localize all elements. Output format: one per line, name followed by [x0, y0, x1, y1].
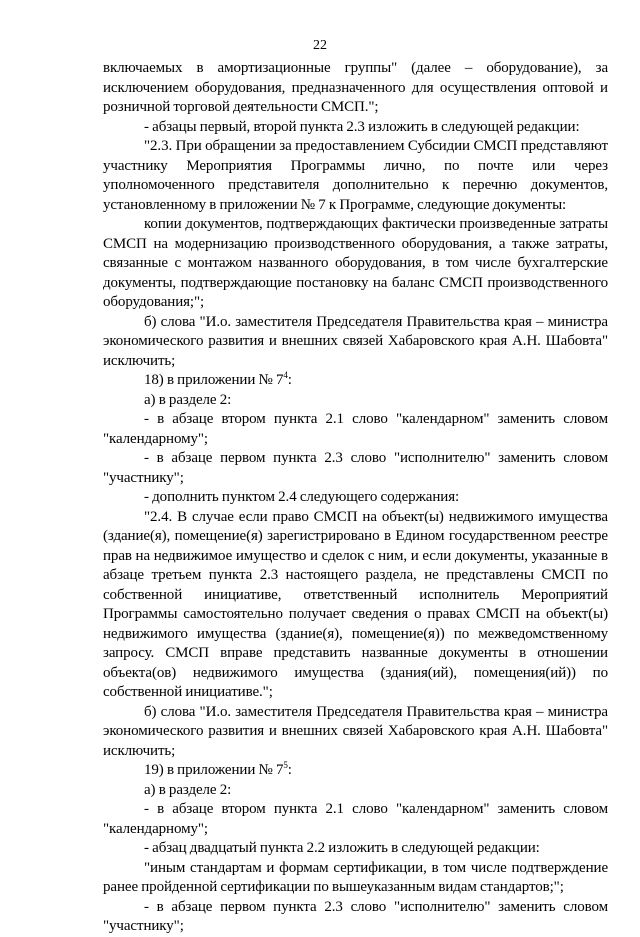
item-19-superscript: 5: [283, 760, 288, 770]
paragraph: б) слова "И.о. заместителя Председателя Правительства края – министра экономического развития и внешних связей Хабаровского края А.Н. Шабовта" исключить;: [103, 703, 608, 759]
document-body: [103, 59, 608, 937]
paragraph: - дополнить пунктом 2.4 следующего содержания:: [144, 489, 460, 505]
paragraph: б) слова "И.о. заместителя Председателя Правительства края – министра экономического развития и внешних связей Хабаровского края А.Н. Шабовта" исключить;: [103, 313, 608, 369]
paragraph: а) в разделе 2:: [144, 391, 232, 408]
paragraph: "иным стандартам и формам сертификации, в том числе подтверждение ранее пройденной сертификации по вышеуказанным видам стандартов;";: [103, 859, 608, 895]
item-18-text: 18) в приложении № 7: [144, 372, 284, 388]
page-number: 22: [313, 38, 327, 53]
paragraph-item-18: [103, 371, 608, 391]
paragraph-item-19: [103, 761, 608, 781]
paragraph: копии документов, подтверждающих фактически произведенные затраты СМСП на модернизацию производственного оборудования, а также затраты, связанные с монтажом названного оборудования, в том числе бухгалтерские документы, подтверждающие постановку на баланс СМСП производственного оборудования;";: [103, 216, 608, 310]
paragraph: а) в разделе 2:: [144, 781, 232, 798]
paragraph: - в абзаце втором пункта 2.1 слово "календарном" заменить словом "календарному";: [103, 411, 608, 447]
item-19-text: 19) в приложении № 7: [144, 762, 284, 778]
paragraph: - в абзаце втором пункта 2.1 слово "календарном" заменить словом "календарному";: [103, 801, 608, 837]
paragraph: - абзац двадцатый пункта 2.2 изложить в следующей редакции:: [144, 840, 540, 856]
paragraph: - абзацы первый, второй пункта 2.3 изложить в следующей редакции:: [144, 118, 580, 135]
item-19-colon: :: [287, 762, 292, 778]
item-18-superscript: 4: [283, 370, 288, 380]
paragraph-continuation: включаемых в амортизационные группы" (далее – оборудование), за исключением оборудования, предназначенного для осуществления оптовой и розничной торговой деятельности СМСП.";: [103, 60, 608, 115]
paragraph: - в абзаце первом пункта 2.3 слово "исполнителю" заменить словом "участнику";: [103, 898, 608, 934]
paragraph: "2.3. При обращении за предоставлением Субсидии СМСП представляют участнику Мероприятия Программы лично, по почте или через уполномоченного представителя дополнительно к перечню документов, установленному в приложении № 7 к Программе, следующие документы:: [103, 138, 608, 213]
paragraph: "2.4. В случае если право СМСП на объект(ы) недвижимого имущества (здание(я), помещение(я) зарегистрировано в Едином государственном реестре прав на недвижимое имущество и сделок с ним, и если документы, указанные в абзаце третьем пункта 2.3 настоящего раздела, не представлены СМСП по собственной инициативе, ответственный исполнитель Мероприятий Программы самостоятельно получает сведения о правах СМСП на объект(ы) недвижимого имущества (здание(я), помещение(я)) по межведомственному запросу. СМСП вправе представить названные документы в отношении объекта(ов) недвижимого имущества (здания(ий), помещения(ий)) по собственной инициативе.";: [103, 508, 608, 700]
item-18-colon: :: [287, 372, 292, 388]
paragraph: - в абзаце первом пункта 2.3 слово "исполнителю" заменить словом "участнику";: [103, 450, 608, 486]
